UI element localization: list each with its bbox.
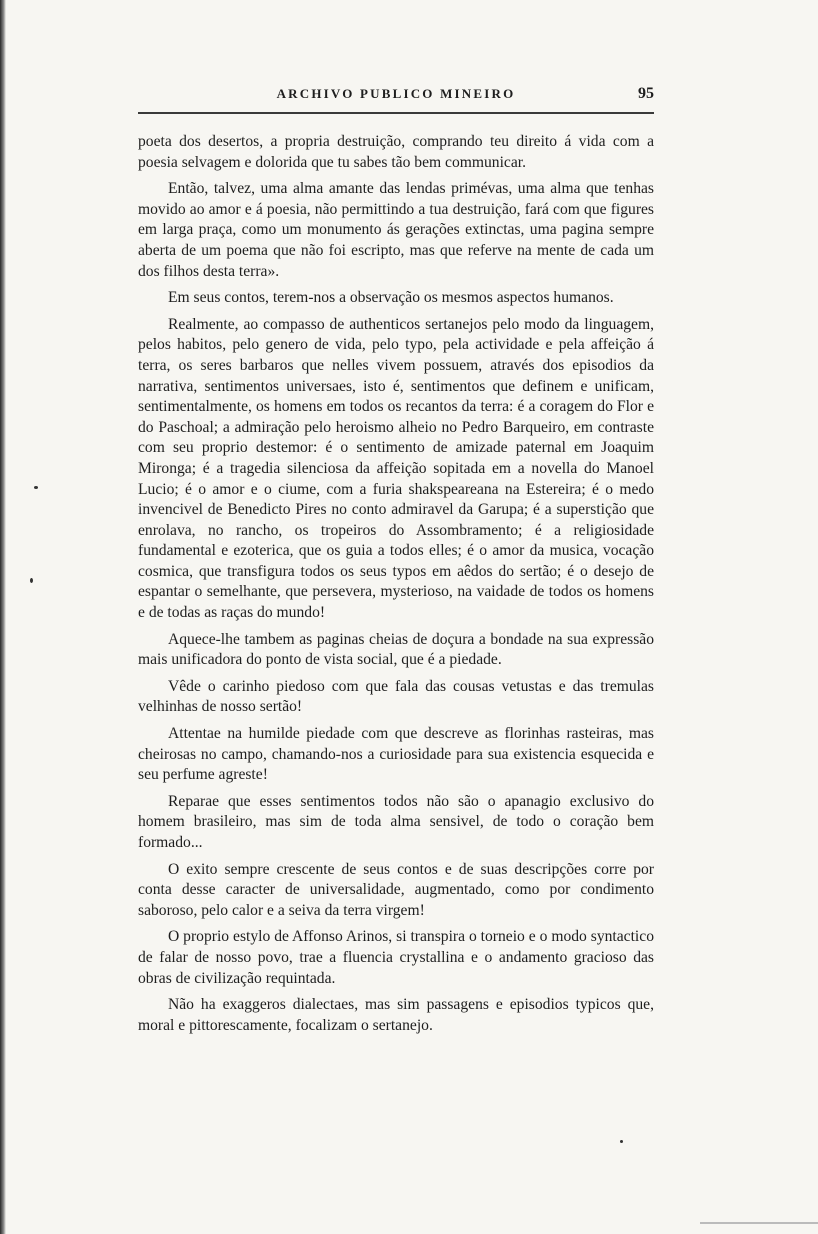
body-text xyxy=(138,132,654,1042)
paragraph-9: O exito sempre crescente de seus contos e de suas descripções corre por conta desse caracter de universalidade, augmentado, como por condimento saboroso, pelo calor e a seiva da terra virgem! xyxy=(138,860,654,919)
page-number: 95 xyxy=(638,85,654,102)
scan-edge-line xyxy=(700,1222,818,1224)
page-binding-edge xyxy=(0,0,6,1234)
paragraph-7: Attentae na humilde piedade com que descreve as florinhas rasteiras, mas cheirosas no campo, chamando-nos a curiosidade para sua existencia esquecida e seu perfume agreste! xyxy=(138,725,654,784)
paragraph-6: Vêde o carinho piedoso com que fala das cousas vetustas e das tremulas velhinhas de nosso sertão! xyxy=(138,677,654,716)
scan-speck xyxy=(620,1140,623,1143)
running-header xyxy=(138,86,654,110)
paragraph-8: Reparae que esses sentimentos todos não são o apanagio exclusivo do homem brasileiro, mas sim de toda alma sensivel, de todo o coração bem formado... xyxy=(138,792,654,851)
paragraph-11: Não ha exaggeros dialectaes, mas sim passagens e episodios typicos que, moral e pittorescamente, focalizam o sertanejo. xyxy=(138,996,654,1034)
paragraph-3: Em seus contos, terem-nos a observação os mesmos aspectos humanos. xyxy=(168,289,614,307)
paragraph-2: Então, talvez, uma alma amante das lendas primévas, uma alma que tenhas movido ao amor e á poesia, não permittindo a tua destruição, fará com que figures em larga praça, como um monumento ás gerações extinctas, uma pagina sempre aberta de um poema que não foi escripto, mas que referve na mente de cada um dos filhos desta terra». xyxy=(138,180,654,280)
paragraph-4: Realmente, ao compasso de authenticos sertanejos pelo modo da linguagem, pelos habitos, pelo genero de vida, pelo typo, pela actividade e pela affeição á terra, os seres barbaros que nelles vivem possuem, através dos episodios da narrativa, sentimentos universaes, isto é, sentimentos que definem e unificam, sentimentalmente, os homens em todos os recantos da terra: é a coragem do Flor e do Paschoal; a admiração pelo heroismo alheio no Pedro Barqueiro, em contraste com seu proprio destemor: é o sentimento de amizade paternal em Joaquim Mironga; é a tragedia silenciosa da affeição sopitada em a novella do Manoel Lucio; é o amor e o ciume, com a furia shakspeareana na Estereira; é o medo invencivel de Benedicto Pires no conto admiravel da Garupa; é a superstição que enrolava, no rancho, os tropeiros do Assombramento; é a religiosidade fundamental e ezoterica, que os guia a todos elles; é o amor da musica, vocação cosmica, que transfigura todos os seus typos em aêdos do sertão; é o desejo de espantar o semelhante, que persevera, mysterioso, na vaidade de todos os homens e de todas as raças do mundo! xyxy=(138,315,654,622)
scan-speck xyxy=(30,578,33,583)
paragraph-10: O proprio estylo de Affonso Arinos, si transpira o torneio e o modo syntactico de falar de nosso povo, trae a fluencia crystallina e o andamento gracioso das obras de civilização requintada. xyxy=(138,928,654,987)
header-rule xyxy=(138,112,654,114)
paragraph-5: Aquece-lhe tambem as paginas cheias de doçura a bondade na sua expressão mais unificadora do ponto de vista social, que é a piedade. xyxy=(138,630,654,669)
header-title: ARCHIVO PUBLICO MINEIRO xyxy=(276,86,516,101)
paragraph-1: poeta dos desertos, a propria destruição, comprando teu direito á vida com a poesia selvagem e dolorida que tu sabes tão bem communicar. xyxy=(138,133,654,171)
scan-speck xyxy=(34,486,38,489)
